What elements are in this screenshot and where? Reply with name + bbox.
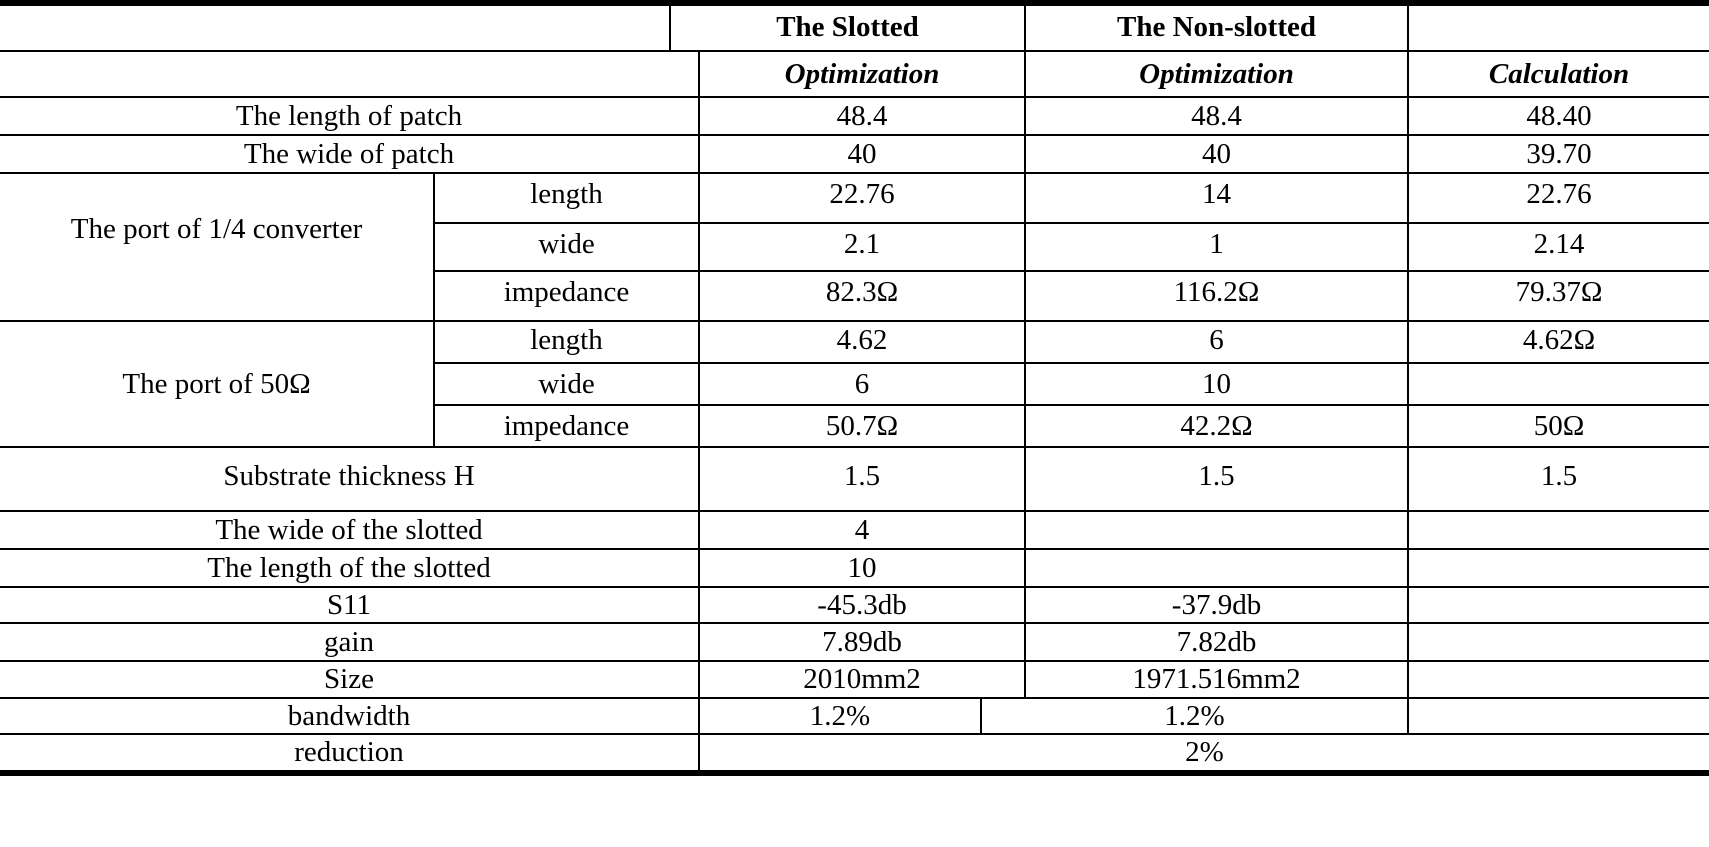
table-cell: 39.70	[1526, 137, 1592, 170]
table-cell: 1	[1209, 227, 1224, 260]
table-cell: 6	[854, 367, 870, 400]
row-label: Size	[324, 663, 374, 695]
table-cell: 48.40	[1526, 99, 1592, 132]
row-label: bandwidth	[287, 699, 411, 732]
table-cell: -45.3db	[817, 588, 907, 621]
table-cell	[1409, 364, 1709, 404]
table-cell: 2.1	[843, 227, 881, 260]
header-group-slotted: The Slotted	[776, 10, 919, 43]
header-group-nonslotted: The Non-slotted	[1117, 10, 1316, 43]
table-cell: 82.3Ω	[825, 275, 899, 308]
table-cell: 1.5	[843, 460, 881, 492]
row-label: The length of patch	[235, 99, 463, 132]
table-cell: 14	[1202, 177, 1231, 210]
row-sublabel: impedance	[503, 275, 630, 308]
table-cell: 116.2Ω	[1173, 275, 1260, 308]
row-sublabel: impedance	[503, 409, 630, 442]
row-label: Substrate thickness H	[223, 460, 475, 492]
row-sublabel: wide	[538, 367, 595, 400]
table-cell: 10	[847, 551, 877, 584]
row-label: S11	[326, 588, 372, 621]
row-label: The wide of patch	[243, 137, 455, 170]
table-cell: 22.76	[1526, 177, 1592, 210]
table-cell: 7.89db	[822, 625, 902, 658]
table-cell: 50Ω	[1533, 409, 1585, 442]
table-cell: 6	[1209, 323, 1224, 356]
table-cell: 79.37Ω	[1515, 275, 1603, 308]
table-cell: 1971.516mm2	[1132, 663, 1301, 695]
table-cell: 22.76	[829, 177, 895, 210]
row-sublabel: length	[530, 323, 603, 356]
table-cell: 10	[1202, 367, 1231, 400]
table-cell: 40	[847, 137, 877, 170]
table-cell: 2010mm2	[803, 663, 921, 695]
row-label: The length of the slotted	[207, 551, 491, 584]
table-cell: 4	[854, 513, 870, 546]
table-cell: 4.62	[836, 323, 888, 356]
table-cell: 40	[1202, 137, 1231, 170]
row-group-label: The port of 1/4 converter	[70, 212, 363, 245]
row-label: reduction	[294, 736, 404, 768]
table-cell: 1.2%	[809, 699, 871, 732]
table-cell: 48.4	[836, 99, 888, 132]
table-bottom-rule	[0, 770, 1709, 776]
table-cell: 42.2Ω	[1180, 409, 1253, 442]
row-sublabel: length	[530, 177, 603, 210]
header-optimization-nonslotted: Optimization	[1139, 57, 1294, 90]
row-sublabel: wide	[538, 227, 595, 260]
table-cell: 2.14	[1533, 227, 1585, 260]
table-cell: -37.9db	[1171, 588, 1262, 621]
table-cell: 4.62Ω	[1522, 323, 1596, 356]
table-cell: 1.5	[1198, 460, 1235, 492]
table-cell: 1.5	[1540, 460, 1578, 492]
table-cell: 7.82db	[1176, 625, 1257, 658]
header-optimization-slotted: Optimization	[784, 57, 940, 90]
header-calculation: Calculation	[1488, 57, 1630, 90]
table-cell: 50.7Ω	[825, 409, 899, 442]
table-cell: 2%	[1185, 736, 1224, 768]
table-cell: 48.4	[1191, 99, 1242, 132]
row-label: gain	[324, 625, 374, 658]
table-cell: 1.2%	[1164, 699, 1225, 732]
row-group-label: The port of 50Ω	[122, 367, 311, 400]
row-label: The wide of the slotted	[215, 513, 483, 546]
